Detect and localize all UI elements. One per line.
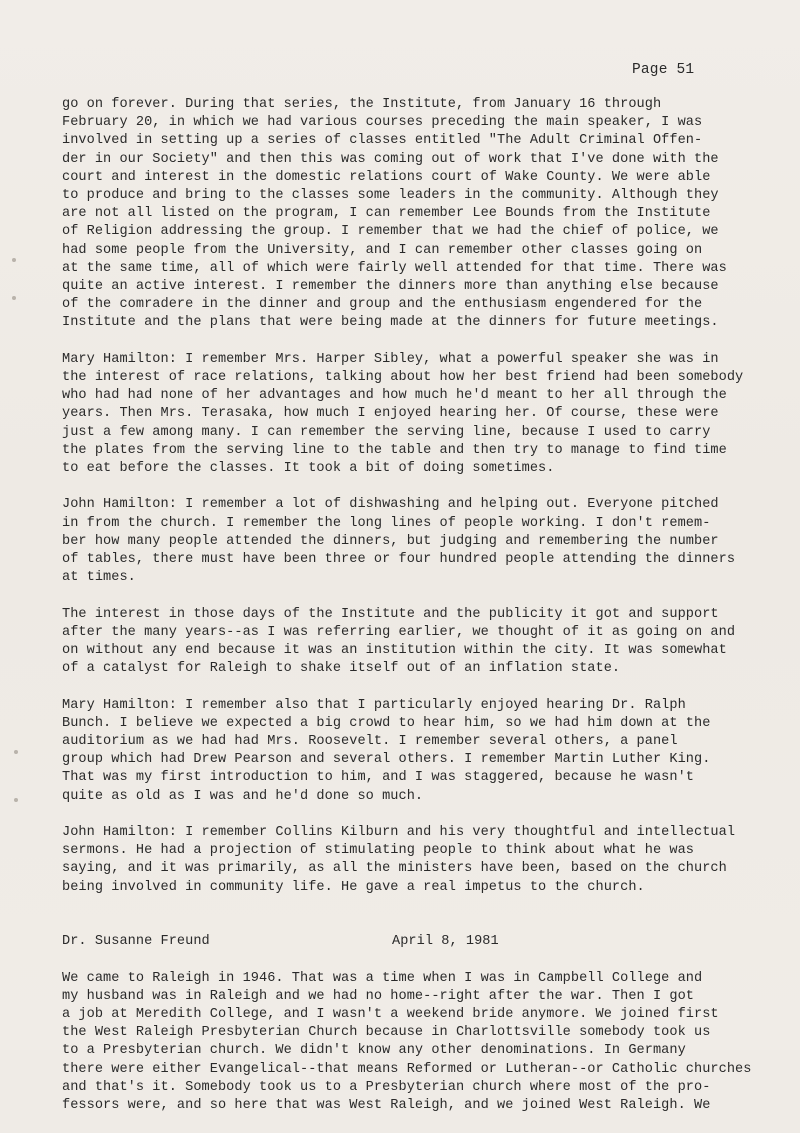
text-line: of the comradere in the dinner and group and the enthusiasm engendered for the <box>62 297 703 313</box>
text-line: quite as old as I was and he'd done so much. <box>62 788 424 804</box>
text-line: John Hamilton: I remember a lot of dishwashing and helping out. Everyone pitched <box>62 497 719 513</box>
text-line: quite an active interest. I remember the dinners more than anything else because <box>62 279 719 295</box>
text-line: Bunch. I believe we expected a big crowd to hear him, so we had him down at the <box>62 715 711 731</box>
paragraph-mary-hamilton-bunch <box>62 697 752 806</box>
text-line: at times. <box>62 570 136 586</box>
text-line: to eat before the classes. It took a bit of doing sometimes. <box>62 461 555 477</box>
text-line: and that's it. Somebody took us to a Presbyterian church where most of the pro- <box>62 1079 711 1095</box>
margin-mark <box>14 798 18 802</box>
margin-mark <box>12 296 16 300</box>
paragraph-institute-interest <box>62 606 752 679</box>
text-line: the interest of race relations, talking about how her best friend had been somebody <box>62 370 744 386</box>
paragraph-freund-raleigh <box>62 970 752 1116</box>
text-line: The interest in those days of the Institute and the publicity it got and support <box>62 606 719 622</box>
text-line: We came to Raleigh in 1946. That was a time when I was in Campbell College and <box>62 970 703 986</box>
text-line: a job at Meredith College, and I wasn't a weekend bride anymore. We joined first <box>62 1007 719 1023</box>
text-line: of Religion addressing the group. I remember that we had the chief of police, we <box>62 224 719 240</box>
text-line: the West Raleigh Presbyterian Church because in Charlottsville somebody took us <box>62 1025 711 1041</box>
text-line: to produce and bring to the classes some leaders in the community. Although they <box>62 188 719 204</box>
page-number: Page 51 <box>632 62 695 78</box>
text-line: sermons. He had a projection of stimulating people to think about what he was <box>62 843 694 859</box>
text-line: John Hamilton: I remember Collins Kilburn and his very thoughtful and intellectual <box>62 825 736 841</box>
interview-date: April 8, 1981 <box>392 934 499 950</box>
text-line: in from the church. I remember the long lines of people working. I don't remem- <box>62 515 711 531</box>
text-line: just a few among many. I can remember the serving line, because I used to carry <box>62 424 711 440</box>
text-line: who had had none of her advantages and how much he'd meant to her all through the <box>62 388 727 404</box>
text-line: That was my first introduction to him, and I was staggered, because he wasn't <box>62 770 694 786</box>
text-line: Mary Hamilton: I remember Mrs. Harper Sibley, what a powerful speaker she was in <box>62 351 719 367</box>
text-line: on without any end because it was an institution within the city. It was somewhat <box>62 643 727 659</box>
text-line: years. Then Mrs. Terasaka, how much I enjoyed hearing her. Of course, these were <box>62 406 719 422</box>
text-line: ber how many people attended the dinners, but judging and remembering the number <box>62 533 719 549</box>
text-line: go on forever. During that series, the Institute, from January 16 through <box>62 97 662 112</box>
paragraph-john-hamilton-dishwashing <box>62 496 752 587</box>
interview-header <box>62 933 752 951</box>
margin-mark <box>14 750 18 754</box>
text-line: February 20, in which we had various courses preceding the main speaker, I was <box>62 115 703 131</box>
text-line: after the many years--as I was referring earlier, we thought of it as going on and <box>62 624 736 640</box>
text-line: had some people from the University, and I can remember other classes going on <box>62 242 703 258</box>
paragraph-john-hamilton-kilburn <box>62 824 752 897</box>
text-line: saying, and it was primarily, as all the ministers have been, based on the church <box>62 861 727 877</box>
text-line: auditorium as we had had Mrs. Roosevelt. I remember several others, a panel <box>62 734 678 750</box>
text-line: at the same time, all of which were fairly well attended for that time. There was <box>62 260 727 276</box>
text-line: court and interest in the domestic relations court of Wake County. We were able <box>62 169 711 185</box>
text-line: Mary Hamilton: I remember also that I particularly enjoyed hearing Dr. Ralph <box>62 697 686 713</box>
paragraph-mary-hamilton-sibley <box>62 351 752 478</box>
text-line: are not all listed on the program, I can remember Lee Bounds from the Institute <box>62 206 711 222</box>
text-line: involved in setting up a series of classes entitled "The Adult Criminal Offen- <box>62 133 703 149</box>
body-text <box>62 96 752 1133</box>
text-line: to a Presbyterian church. We didn't know any other denominations. In Germany <box>62 1043 686 1059</box>
text-line: the plates from the serving line to the table and then try to manage to find time <box>62 442 727 458</box>
paragraph-institute-series <box>62 96 752 333</box>
text-line: being involved in community life. He gave a real impetus to the church. <box>62 879 645 895</box>
interviewee-name: Dr. Susanne Freund <box>62 934 210 950</box>
text-line: group which had Drew Pearson and several others. I remember Martin Luther King. <box>62 752 711 768</box>
margin-mark <box>12 258 16 262</box>
text-line: der in our Society" and then this was coming out of work that I've done with the <box>62 151 719 167</box>
text-line: my husband was in Raleigh and we had no home--right after the war. Then I got <box>62 988 694 1004</box>
text-line: Institute and the plans that were being made at the dinners for future meetings. <box>62 315 719 331</box>
text-line: there were either Evangelical--that means Reformed or Lutheran--or Catholic churches <box>62 1061 752 1077</box>
text-line: of tables, there must have been three or four hundred people attending the dinners <box>62 552 736 568</box>
text-line: of a catalyst for Raleigh to shake itself out of an inflation state. <box>62 661 621 677</box>
text-line: fessors were, and so here that was West Raleigh, and we joined West Raleigh. We <box>62 1098 711 1114</box>
